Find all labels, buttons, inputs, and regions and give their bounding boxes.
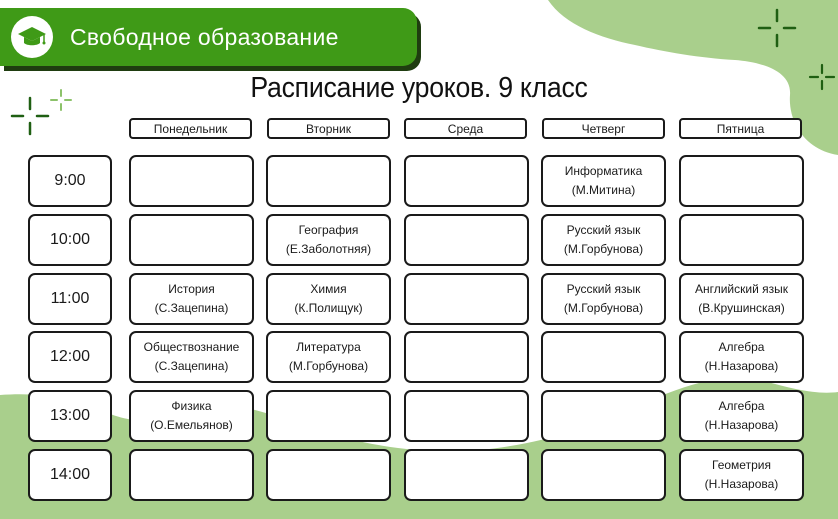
schedule-cell: [541, 155, 666, 207]
lesson-subject: Русский язык: [566, 223, 641, 237]
schedule-cell: [404, 214, 529, 266]
schedule-cell: [129, 273, 254, 325]
lesson-subject: История: [168, 282, 215, 296]
schedule-cell: [266, 449, 391, 501]
schedule-cell: [404, 449, 529, 501]
schedule-cell: [129, 390, 254, 442]
schedule-cell: [679, 331, 804, 383]
schedule-cell: [541, 390, 666, 442]
lesson-teacher: (М.Горбунова): [563, 242, 644, 256]
lesson-subject: Обществознание: [143, 340, 240, 354]
lesson-subject: Химия: [310, 282, 347, 296]
lesson-subject: Русский язык: [566, 282, 641, 296]
schedule-cell: [679, 155, 804, 207]
schedule-cell: [679, 273, 804, 325]
sparkle-icon: [757, 8, 797, 48]
lesson-teacher: (Е.Заболотняя): [285, 242, 372, 256]
time-slot: 10:00: [28, 214, 112, 266]
schedule-cell: [266, 214, 391, 266]
lesson-subject: География: [298, 223, 359, 237]
schedule-cell: [679, 449, 804, 501]
schedule-cell: [541, 331, 666, 383]
day-header-tuesday: Вторник: [267, 118, 390, 139]
schedule-cell: [679, 214, 804, 266]
schedule-cell: [541, 214, 666, 266]
schedule-cell: [129, 214, 254, 266]
time-slot: 13:00: [28, 390, 112, 442]
schedule-cell: [266, 331, 391, 383]
lesson-subject: Алгебра: [718, 340, 765, 354]
schedule-cell: [266, 273, 391, 325]
day-header-friday: Пятница: [679, 118, 802, 139]
schedule-cell: [129, 155, 254, 207]
brand-name: Свободное образование: [70, 23, 339, 50]
brand-banner: [0, 8, 417, 66]
page-title: Расписание уроков. 9 класс: [250, 72, 588, 104]
lesson-subject: Английский язык: [694, 282, 789, 296]
day-header-monday: Понедельник: [129, 118, 252, 139]
lesson-subject: Информатика: [564, 164, 643, 178]
lesson-teacher: (С.Зацепина): [154, 301, 229, 315]
lesson-teacher: (О.Емельянов): [150, 418, 233, 432]
time-slot: 12:00: [28, 331, 112, 383]
lesson-teacher: (Н.Назарова): [704, 477, 779, 491]
lesson-teacher: (М.Горбунова): [288, 359, 369, 373]
schedule-cell: [404, 155, 529, 207]
schedule-cell: [129, 449, 254, 501]
schedule-cell: [679, 390, 804, 442]
time-slot: 14:00: [28, 449, 112, 501]
time-slot: 11:00: [28, 273, 112, 325]
time-slot: 9:00: [28, 155, 112, 207]
schedule-cell: [404, 273, 529, 325]
schedule-cell: [541, 449, 666, 501]
schedule-cell: [266, 390, 391, 442]
schedule-cell: [541, 273, 666, 325]
schedule-cell: [129, 331, 254, 383]
lesson-subject: Литература: [296, 340, 361, 354]
lesson-subject: Физика: [171, 399, 212, 413]
lesson-teacher: (К.Полищук): [294, 301, 363, 315]
lesson-teacher: (Н.Назарова): [704, 359, 779, 373]
lesson-teacher: (Н.Назарова): [704, 418, 779, 432]
day-header-wednesday: Среда: [404, 118, 527, 139]
lesson-subject: Геометрия: [712, 458, 771, 472]
lesson-teacher: (М.Митина): [571, 183, 636, 197]
lesson-teacher: (В.Крушинская): [698, 301, 785, 315]
schedule-cell: [404, 331, 529, 383]
schedule-cell: [266, 155, 391, 207]
graduation-cap-icon: [11, 16, 53, 58]
day-header-thursday: Четверг: [542, 118, 665, 139]
schedule-cell: [404, 390, 529, 442]
sparkle-icon: [808, 63, 836, 91]
lesson-subject: Алгебра: [718, 399, 765, 413]
lesson-teacher: (С.Зацепина): [154, 359, 229, 373]
lesson-teacher: (М.Горбунова): [563, 301, 644, 315]
